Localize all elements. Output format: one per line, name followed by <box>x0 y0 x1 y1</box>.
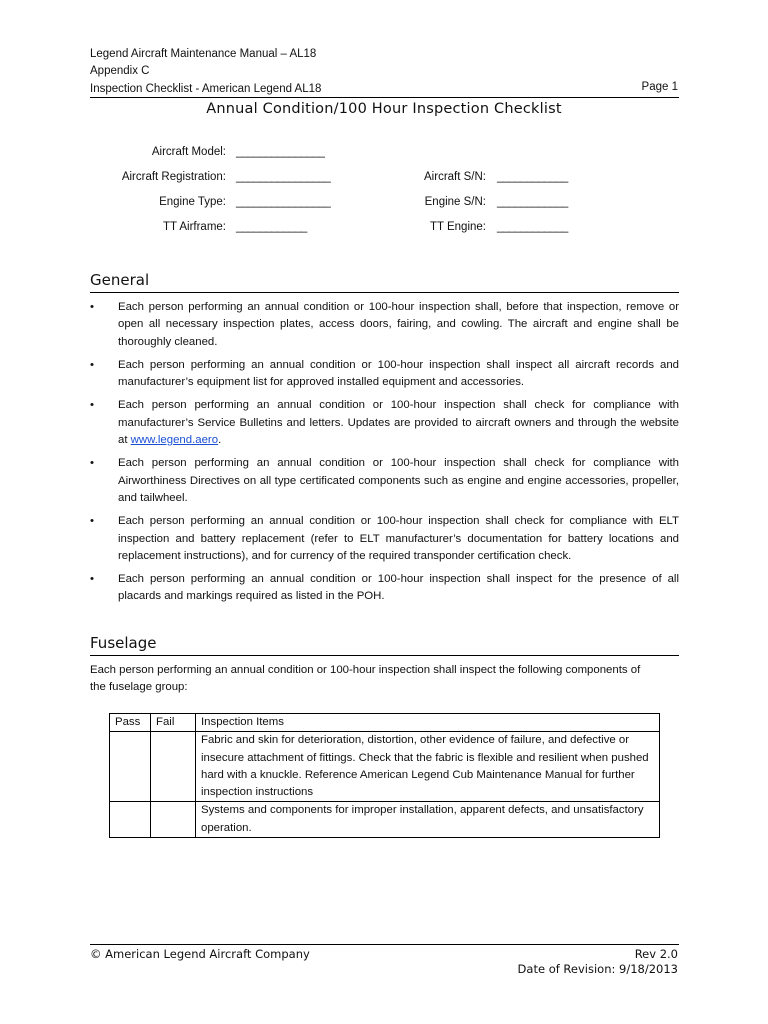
list-item <box>90 571 679 606</box>
general-divider <box>90 292 679 293</box>
list-item <box>90 513 679 565</box>
bullet-icon: • <box>90 301 94 313</box>
header-divider <box>90 97 679 98</box>
inspection-item-cell: Systems and components for improper installation, apparent defects, and unsatisfactory operation. <box>196 802 660 838</box>
footer-revision: Rev 2.0 <box>634 947 678 961</box>
aircraft-model-label: Aircraft Model: <box>151 146 226 158</box>
page-title: Annual Condition/100 Hour Inspection Checklist <box>206 101 562 117</box>
general-bullet-list <box>90 299 679 612</box>
fail-checkbox-cell[interactable] <box>151 732 196 802</box>
inspection-items-column-header: Inspection Items <box>196 714 660 732</box>
aircraft-sn-field[interactable]: ____________ <box>497 171 568 183</box>
bullet-icon: • <box>90 573 94 586</box>
pass-column-header: Pass <box>110 714 151 732</box>
header-manual-title: Legend Aircraft Maintenance Manual – AL18 <box>90 48 317 60</box>
aircraft-registration-label: Aircraft Registration: <box>121 171 226 183</box>
engine-sn-field[interactable]: ____________ <box>497 196 568 208</box>
legend-website-link[interactable]: www.legend.aero <box>130 434 219 447</box>
list-item <box>90 299 679 351</box>
header-checklist-title: Inspection Checklist - American Legend AL18 <box>90 83 322 95</box>
general-heading: General <box>90 271 150 289</box>
tt-engine-field[interactable]: ____________ <box>497 221 568 233</box>
fuselage-intro: Each person performing an annual condition or 100-hour inspection shall inspect the following components of the fuselage group: <box>90 664 641 694</box>
footer-divider <box>90 944 679 945</box>
table-row <box>110 802 660 838</box>
link-suffix: . <box>218 434 222 447</box>
aircraft-registration-field[interactable]: ________________ <box>236 171 331 183</box>
list-item <box>90 455 679 507</box>
bullet-icon: • <box>90 457 94 470</box>
list-item-text: Each person performing an annual condition or 100-hour inspection shall check for compliance with ELT inspection and battery replacement (refer to ELT manufacturer’s documentation for battery locations and replacement instructions), and for currency of the required transponder certification check. <box>118 515 679 562</box>
engine-type-label: Engine Type: <box>159 196 226 208</box>
fuselage-inspection-table <box>109 713 660 838</box>
inspection-item-cell: Fabric and skin for deterioration, distortion, other evidence of failure, and defective or insecure attachment of fittings. Check that the fabric is flexible and resilient when pushed hard with a knuckle. Reference American Legend Cub Maintenance Manual for further inspection instructions <box>196 732 660 802</box>
aircraft-sn-label: Aircraft S/N: <box>424 171 486 183</box>
aircraft-model-field[interactable]: _______________ <box>236 146 325 158</box>
pass-checkbox-cell[interactable] <box>110 732 151 802</box>
list-item <box>90 397 679 449</box>
header-appendix: Appendix C <box>90 65 150 77</box>
table-row <box>110 732 660 802</box>
fuselage-divider <box>90 655 679 656</box>
footer-revision-date: Date of Revision: 9/18/2013 <box>517 962 678 976</box>
bullet-icon: • <box>90 399 94 412</box>
list-item-text: Each person performing an annual condition or 100-hour inspection shall inspect all aircraft records and manufacturer’s equipment list for approved installed equipment and accessories. <box>118 358 679 389</box>
list-item-text: Each person performing an annual condition or 100-hour inspection shall check for compliance with Airworthiness Directives on all type certificated components such as engine and engine accessories, propeller, and tailwheel. <box>118 457 679 504</box>
list-item-text: Each person performing an annual condition or 100-hour inspection shall, before that inspection, remove or open all necessary inspection plates, access doors, fairing, and cowling. The aircraft and engine shall be thoroughly cleaned. <box>118 301 679 348</box>
pass-checkbox-cell[interactable] <box>110 802 151 838</box>
tt-engine-label: TT Engine: <box>429 221 486 233</box>
engine-type-field[interactable]: ________________ <box>236 196 331 208</box>
tt-airframe-field[interactable]: ____________ <box>236 221 307 233</box>
fail-column-header: Fail <box>151 714 196 732</box>
list-item-text: Each person performing an annual condition or 100-hour inspection shall check for compliance with manufacturer’s Service Bulletins and letters. Updates are provided to aircraft owners and through the website at <box>118 399 679 447</box>
footer-company: © American Legend Aircraft Company <box>90 947 310 961</box>
engine-sn-label: Engine S/N: <box>424 196 486 208</box>
fail-checkbox-cell[interactable] <box>151 802 196 838</box>
tt-airframe-label: TT Airframe: <box>162 221 226 233</box>
bullet-icon: • <box>90 358 94 371</box>
list-item-text: Each person performing an annual condition or 100-hour inspection shall inspect for the presence of all placards and markings required as listed in the POH. <box>118 573 679 603</box>
bullet-icon: • <box>90 515 94 528</box>
table-header-row <box>110 714 660 732</box>
fuselage-heading: Fuselage <box>90 634 157 652</box>
list-item <box>90 357 679 392</box>
page-number: Page 1 <box>641 81 678 93</box>
